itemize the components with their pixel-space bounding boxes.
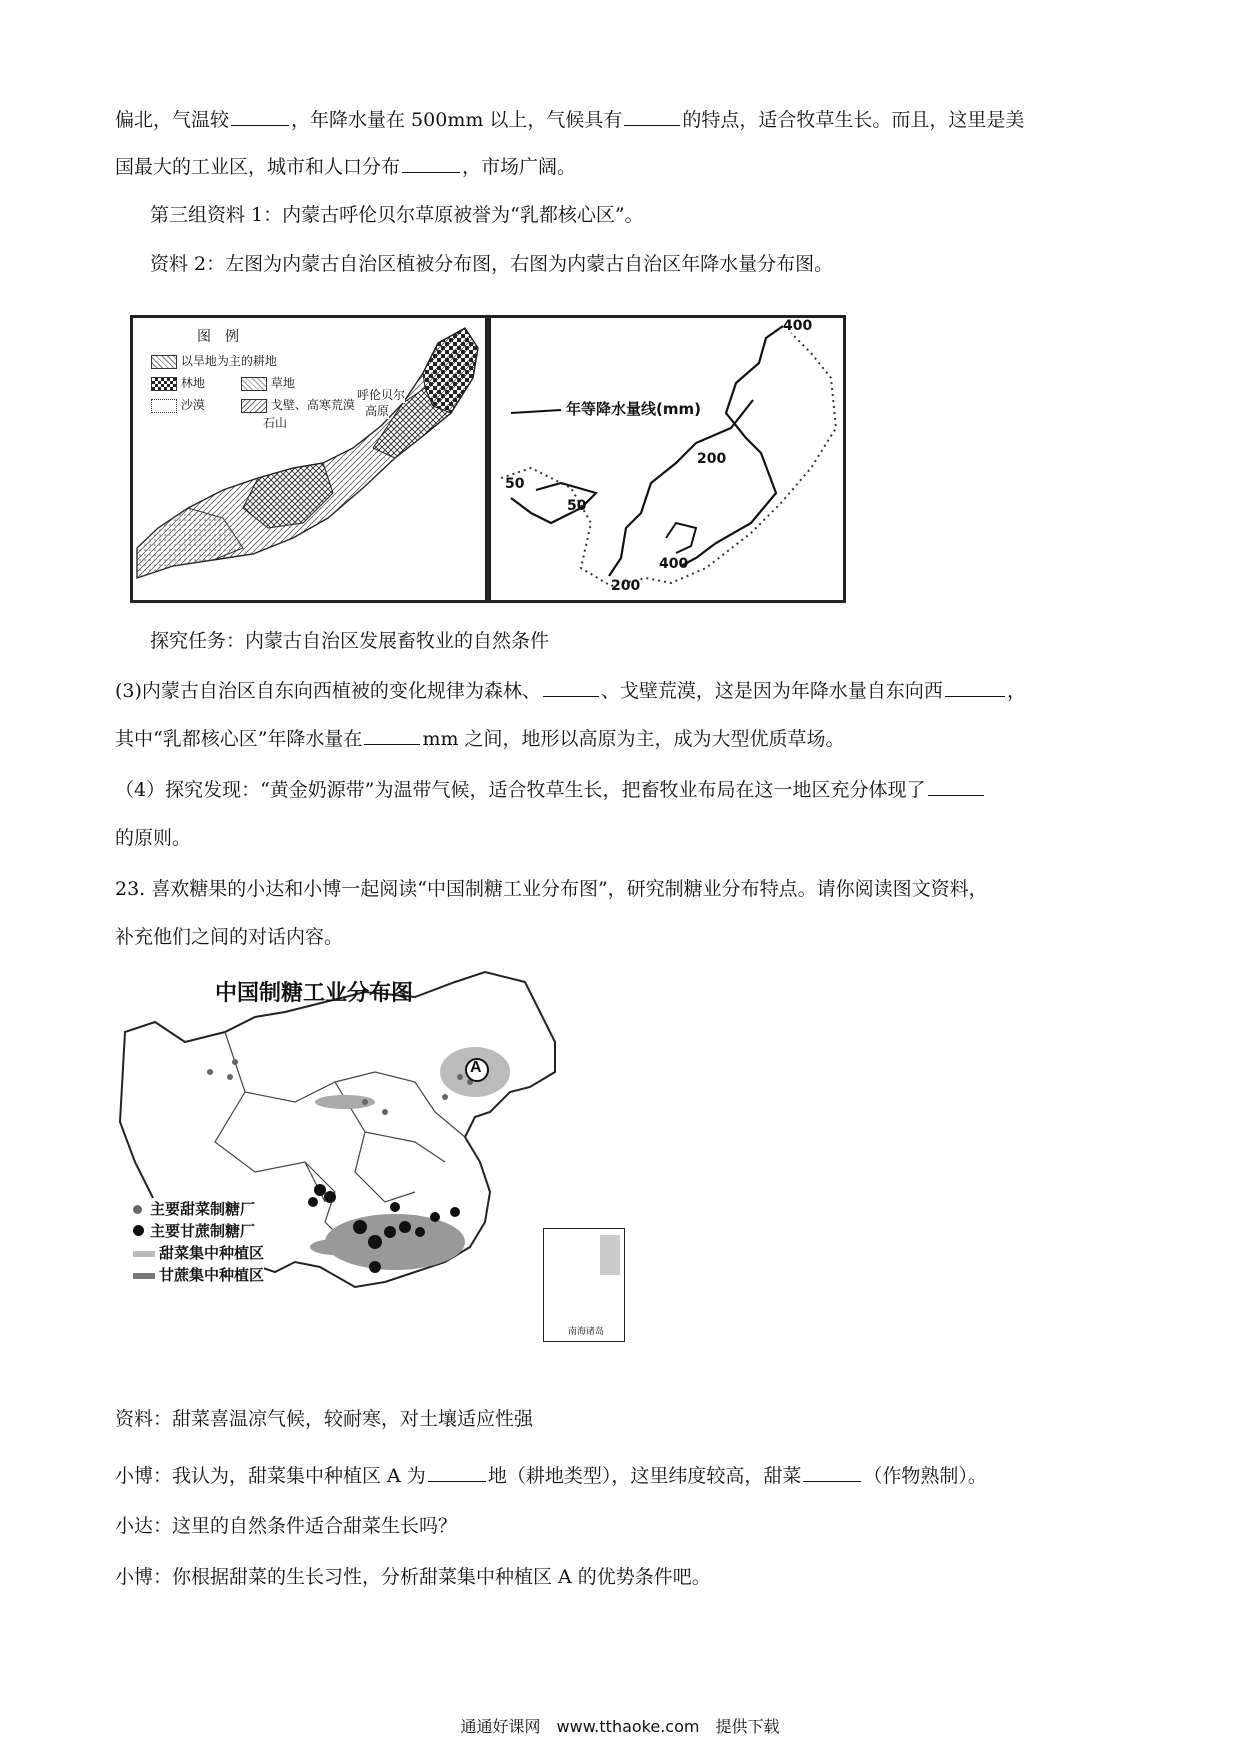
vegetation-map: [130, 315, 488, 603]
research-task: 探究任务：内蒙古自治区发展畜牧业的自然条件: [150, 630, 550, 652]
text: (3)内蒙古自治区自东向西植被的变化规律为森林、: [115, 680, 541, 702]
legend-item: [151, 352, 277, 369]
boundary-dotted: [501, 333, 836, 586]
dialog-xiaoda-1: 小达：这里的自然条件适合甜菜生长吗？: [115, 1515, 458, 1537]
q3-line-2: [115, 725, 845, 753]
answer-blank[interactable]: [945, 695, 1005, 697]
text: mm 之间，地形以高原为主，成为大型优质草场。: [422, 728, 845, 750]
inset-label: 南海诸岛: [568, 1327, 605, 1337]
grassland-swatch: [241, 377, 267, 391]
dialog-xiaobo-1: [115, 1462, 987, 1490]
cropland-swatch: [151, 355, 177, 369]
isoline-label: 50: [505, 476, 525, 492]
text: （4）探究发现：“黄金奶源带”为温带气候，适合牧草生长，把畜牧业布局在这一地区充分体现了: [115, 779, 926, 801]
text: 的特点，适合牧草生长。而且，这里是美: [682, 109, 1025, 131]
isoline-label: 200: [611, 578, 641, 594]
south-sea-inset: [543, 1228, 625, 1342]
answer-blank[interactable]: [803, 1480, 861, 1482]
text: （作物熟制）。: [863, 1465, 987, 1487]
isoline-label: 400: [783, 318, 813, 334]
desert-swatch: [151, 399, 177, 413]
gobi-swatch: [241, 399, 267, 413]
answer-blank[interactable]: [364, 743, 420, 745]
legend-label: 林地: [180, 376, 205, 390]
precipitation-title: 年等降水量线(mm): [566, 400, 701, 418]
text: ，: [1006, 680, 1026, 702]
answer-blank[interactable]: [928, 794, 984, 796]
q23-line-1: 23. 喜欢糖果的小达和小博一起阅读“中国制糖工业分布图”，研究制糖业分布特点。请你阅读图文资料，: [115, 878, 988, 900]
page-footer: 通通好课网 www.tthaoke.com 提供下载: [460, 1717, 780, 1736]
legend-title: 图 例: [197, 329, 239, 345]
legend-item: [241, 374, 295, 391]
q3-line-1: [115, 677, 1026, 705]
isoline-label: 400: [659, 556, 689, 572]
title-leader: [511, 410, 561, 413]
material-text: 资料：甜菜喜温凉气候，较耐寒，对土壤适应性强: [115, 1408, 534, 1430]
text: 小博：我认为，甜菜集中种植区 A 为: [115, 1465, 426, 1487]
material-2: 资料 2：左图为内蒙古自治区植被分布图，右图为内蒙古自治区年降水量分布图。: [150, 253, 834, 275]
text: ，市场广阔。: [462, 156, 577, 178]
answer-blank[interactable]: [428, 1480, 486, 1482]
forest-swatch: [151, 377, 177, 391]
answer-blank[interactable]: [231, 124, 289, 126]
answer-blank[interactable]: [543, 695, 599, 697]
legend-item: [133, 1220, 264, 1242]
legend-label: 主要甘蔗制糖厂: [150, 1222, 256, 1240]
beet-factory-icon: [133, 1205, 142, 1214]
region-label: 高原: [365, 404, 390, 418]
answer-blank[interactable]: [402, 171, 460, 173]
text: 、戈壁荒漠，这是因为年降水量自东向西: [600, 680, 943, 702]
q4-line-1: [115, 776, 986, 804]
material-1: 第三组资料 1：内蒙古呼伦贝尔草原被誉为“乳都核心区”。: [150, 204, 644, 226]
legend-label: 主要甜菜制糖厂: [150, 1200, 256, 1218]
legend-item: [133, 1242, 264, 1264]
sugarcane-region-west: [310, 1239, 360, 1255]
legend-label: 甘蔗集中种植区: [159, 1266, 265, 1284]
q23-line-2: 补充他们之间的对话内容。: [115, 926, 344, 948]
sugar-industry-map: [115, 962, 635, 1352]
legend-label: 石山: [263, 416, 288, 430]
precipitation-map: [488, 315, 846, 603]
text: 偏北，气温较: [115, 109, 230, 131]
inset-coastline: [600, 1235, 620, 1275]
answer-blank[interactable]: [624, 124, 680, 126]
legend-item: [151, 396, 205, 413]
cane-area-icon: [133, 1273, 155, 1279]
text: ，年降水量在 500mm 以上，气候具有: [291, 109, 623, 131]
legend-label: 沙漠: [180, 398, 205, 412]
legend-item: [133, 1198, 264, 1220]
sugar-map-title: 中国制糖工业分布图: [215, 981, 414, 1006]
forest-region: [423, 328, 478, 413]
legend-item: [133, 1264, 264, 1286]
paragraph-line-2: [115, 153, 576, 181]
legend-label: 甜菜集中种植区: [159, 1244, 265, 1262]
sugar-map-legend: [133, 1198, 264, 1286]
isoline-curl: [666, 523, 696, 553]
text: 国最大的工业区，城市和人口分布: [115, 156, 401, 178]
cane-factory-icon: [133, 1225, 144, 1236]
text: 其中“乳都核心区”年降水量在: [115, 728, 363, 750]
legend-item: [151, 374, 205, 391]
beet-area-icon: [133, 1251, 155, 1257]
legend-label: 戈壁、高寒荒漠: [270, 398, 355, 412]
dialog-xiaobo-2: 小博：你根据甜菜的生长习性，分析甜菜集中种植区 A 的优势条件吧。: [115, 1566, 711, 1588]
isoline-label: 200: [697, 451, 727, 467]
legend-label: 以旱地为主的耕地: [180, 354, 277, 368]
text: 地（耕地类型），这里纬度较高，甜菜: [487, 1465, 802, 1487]
marker-a-label: A: [470, 1059, 482, 1076]
region-label: 呼伦贝尔: [357, 388, 406, 402]
q4-line-2: 的原则。: [115, 827, 192, 849]
isoline-label: 50: [567, 498, 587, 514]
paragraph-line-1: [115, 106, 1024, 134]
legend-label: 草地: [270, 376, 295, 390]
legend-item: [241, 396, 355, 413]
